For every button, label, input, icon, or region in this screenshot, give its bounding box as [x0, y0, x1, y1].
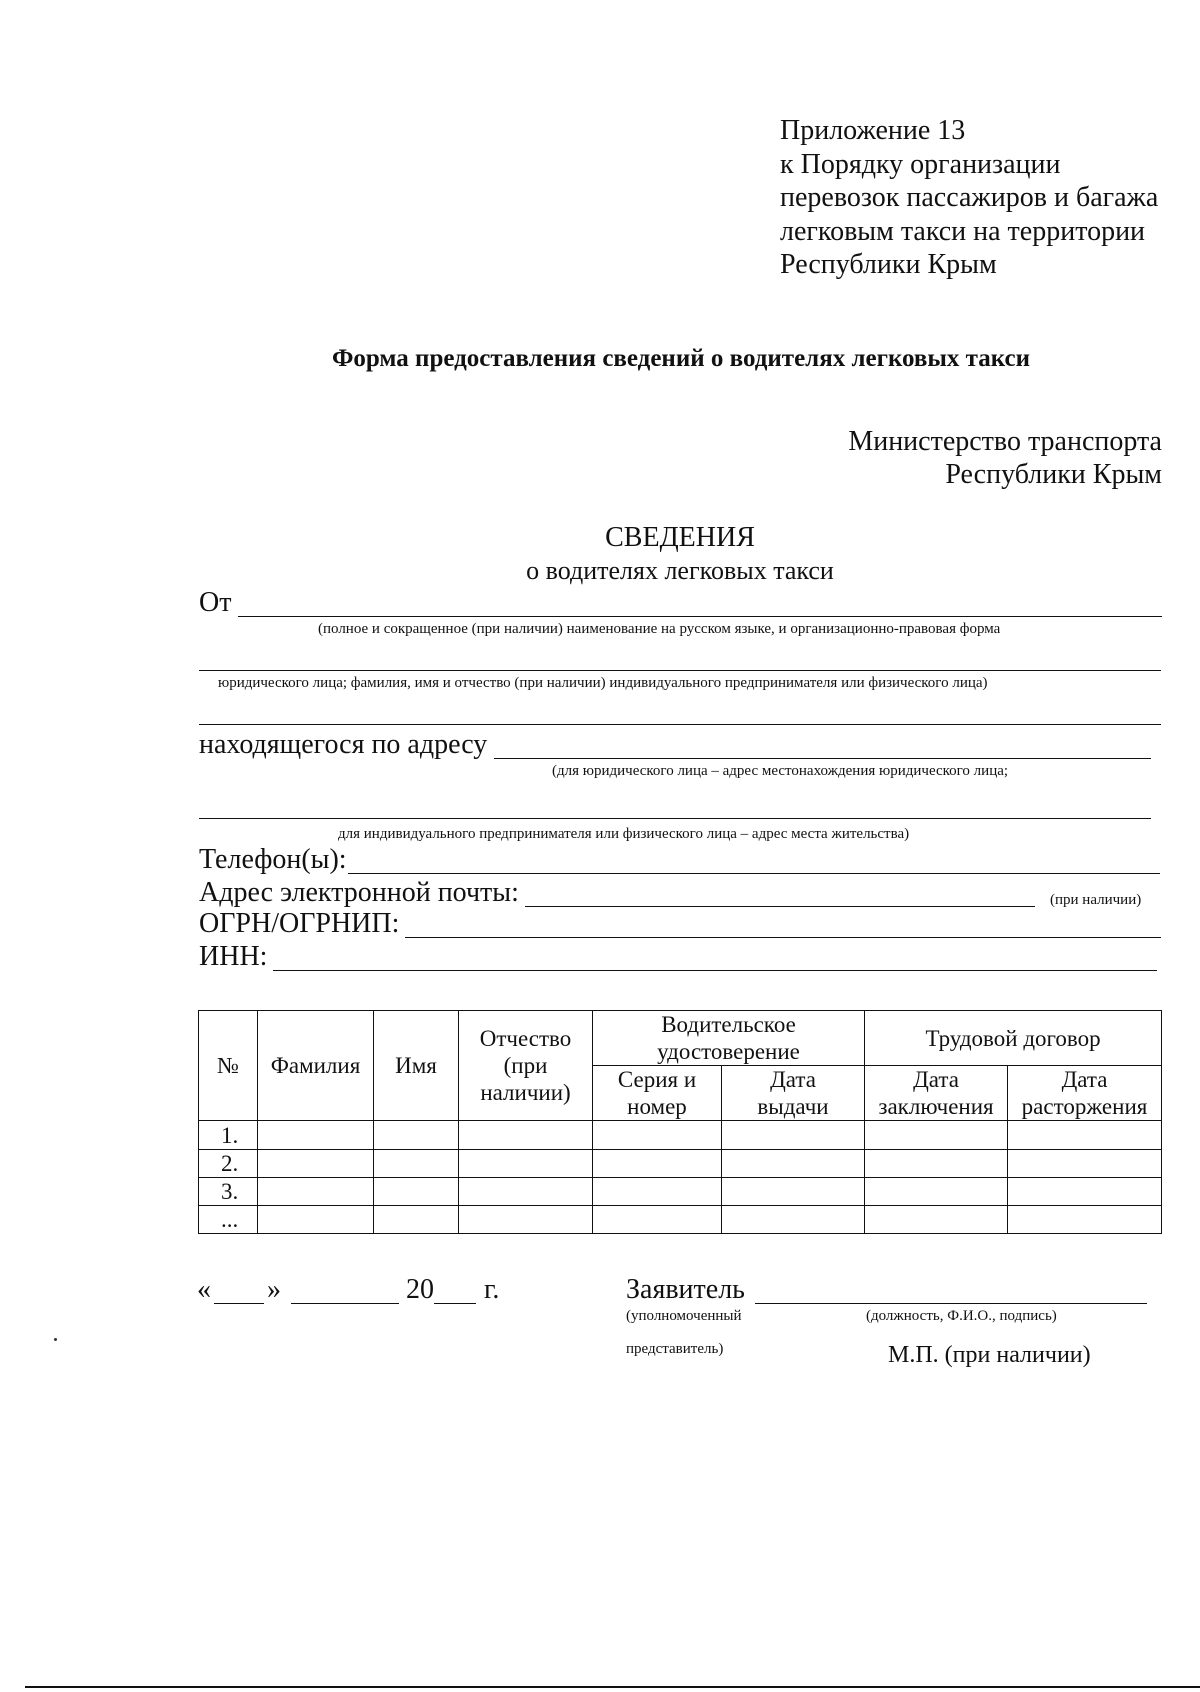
- table-cell[interactable]: [459, 1206, 593, 1234]
- table-cell[interactable]: [593, 1178, 722, 1206]
- table-row: [199, 1206, 1162, 1234]
- table-cell[interactable]: [374, 1206, 459, 1234]
- phone-label: Телефон(ы):: [199, 844, 347, 875]
- ogrn-field-line[interactable]: [405, 937, 1161, 938]
- table-cell[interactable]: [722, 1206, 865, 1234]
- table-cell[interactable]: [374, 1178, 459, 1206]
- date-day-line[interactable]: [214, 1303, 264, 1304]
- row-number: 1.: [199, 1121, 258, 1150]
- recipient-line: Министерство транспорта: [848, 426, 1162, 457]
- address-label: находящегося по адресу: [199, 729, 488, 760]
- from-field-line-3[interactable]: [199, 724, 1161, 725]
- col-license-date: Дата выдачи: [722, 1066, 865, 1121]
- appendix-line: легковым такси на территории: [780, 215, 1146, 247]
- table-cell[interactable]: [722, 1121, 865, 1150]
- signature-hint: (должность, Ф.И.О., подпись): [866, 1308, 1057, 1324]
- document-heading: СВЕДЕНИЯ: [605, 522, 755, 553]
- drivers-table: [198, 1010, 1162, 1234]
- email-field-line[interactable]: [525, 906, 1035, 907]
- date-month-line[interactable]: [291, 1303, 399, 1304]
- address-hint: для индивидуального предпринимателя или физического лица – адрес места жительства): [338, 826, 910, 842]
- table-cell[interactable]: [258, 1206, 374, 1234]
- address-field-line[interactable]: [494, 758, 1151, 759]
- recipient-line: Республики Крым: [945, 459, 1162, 490]
- email-note: (при наличии): [1050, 892, 1142, 908]
- col-contract-start: Дата заключения: [865, 1066, 1008, 1121]
- email-label: Адрес электронной почты:: [199, 877, 519, 908]
- date-year-suffix: г.: [484, 1274, 500, 1305]
- table-cell[interactable]: [1008, 1150, 1162, 1178]
- table-cell[interactable]: [593, 1121, 722, 1150]
- table-cell[interactable]: [722, 1178, 865, 1206]
- col-name: Имя: [374, 1011, 459, 1121]
- appendix-note: [780, 114, 1158, 282]
- date-close-quote: »: [267, 1274, 281, 1305]
- col-contract-end: Дата расторжения: [1008, 1066, 1162, 1121]
- date-year-line[interactable]: [434, 1303, 476, 1304]
- page-bottom-rule: [25, 1686, 1200, 1688]
- row-number: 2.: [199, 1150, 258, 1178]
- from-field-line[interactable]: [238, 616, 1162, 617]
- document-subheading: о водителях легковых такси: [526, 556, 834, 585]
- table-cell[interactable]: [374, 1150, 459, 1178]
- table-row: [199, 1178, 1162, 1206]
- col-license-series: Серия и номер: [593, 1066, 722, 1121]
- appendix-line: к Порядку организации: [780, 148, 1061, 180]
- inn-field-line[interactable]: [273, 970, 1157, 971]
- form-title: Форма предоставления сведений о водителях легковых такси: [331, 345, 1031, 372]
- from-hint: юридического лица; фамилия, имя и отчество (при наличии) индивидуального предпринимателя или физического лица): [218, 675, 988, 691]
- table-cell[interactable]: [865, 1178, 1008, 1206]
- ogrn-label: ОГРН/ОГРНИП:: [199, 908, 400, 939]
- table-cell[interactable]: [593, 1206, 722, 1234]
- col-employment-contract: Трудовой договор: [865, 1011, 1162, 1066]
- date-year-prefix: 20: [406, 1274, 434, 1305]
- applicant-label: Заявитель: [626, 1274, 745, 1305]
- table-cell[interactable]: [258, 1178, 374, 1206]
- table-row: [199, 1150, 1162, 1178]
- row-number: 3.: [199, 1178, 258, 1206]
- appendix-line: перевозок пассажиров и багажа: [780, 182, 1159, 213]
- table-cell[interactable]: [1008, 1121, 1162, 1150]
- table-cell[interactable]: [374, 1121, 459, 1150]
- table-cell[interactable]: [865, 1121, 1008, 1150]
- table-row: [199, 1121, 1162, 1150]
- col-patronymic: Отчество (при наличии): [459, 1011, 593, 1121]
- applicant-hint: (уполномоченный: [626, 1308, 742, 1324]
- row-number: ...: [199, 1206, 258, 1234]
- recipient: [848, 425, 1162, 491]
- from-field-line-2[interactable]: [199, 670, 1161, 671]
- from-hint: (полное и сокращенное (при наличии) наименование на русском языке, и организационно-правовая форма: [318, 621, 1001, 637]
- table-cell[interactable]: [1008, 1178, 1162, 1206]
- appendix-line: Республики Крым: [780, 249, 997, 280]
- applicant-hint: представитель): [626, 1341, 724, 1357]
- phone-field-line[interactable]: [348, 873, 1160, 874]
- inn-label: ИНН:: [199, 941, 268, 972]
- col-surname: Фамилия: [258, 1011, 374, 1121]
- table-cell[interactable]: [459, 1150, 593, 1178]
- table-cell[interactable]: [459, 1178, 593, 1206]
- applicant-signature-line[interactable]: [755, 1303, 1147, 1304]
- from-label: От: [199, 587, 232, 618]
- stray-mark: [54, 1338, 57, 1341]
- table-cell[interactable]: [722, 1150, 865, 1178]
- table-cell[interactable]: [865, 1206, 1008, 1234]
- address-hint: (для юридического лица – адрес местонахождения юридического лица;: [552, 763, 1009, 779]
- table-cell[interactable]: [258, 1121, 374, 1150]
- col-number: №: [199, 1011, 258, 1121]
- seal-note: М.П. (при наличии): [888, 1342, 1091, 1368]
- address-field-line-2[interactable]: [199, 818, 1151, 819]
- table-cell[interactable]: [865, 1150, 1008, 1178]
- table-cell[interactable]: [258, 1150, 374, 1178]
- col-driver-license: Водительское удостоверение: [593, 1011, 865, 1066]
- table-cell[interactable]: [459, 1121, 593, 1150]
- appendix-line: Приложение 13: [780, 115, 966, 146]
- table-cell[interactable]: [1008, 1206, 1162, 1234]
- date-open-quote: «: [197, 1274, 211, 1305]
- table-cell[interactable]: [593, 1150, 722, 1178]
